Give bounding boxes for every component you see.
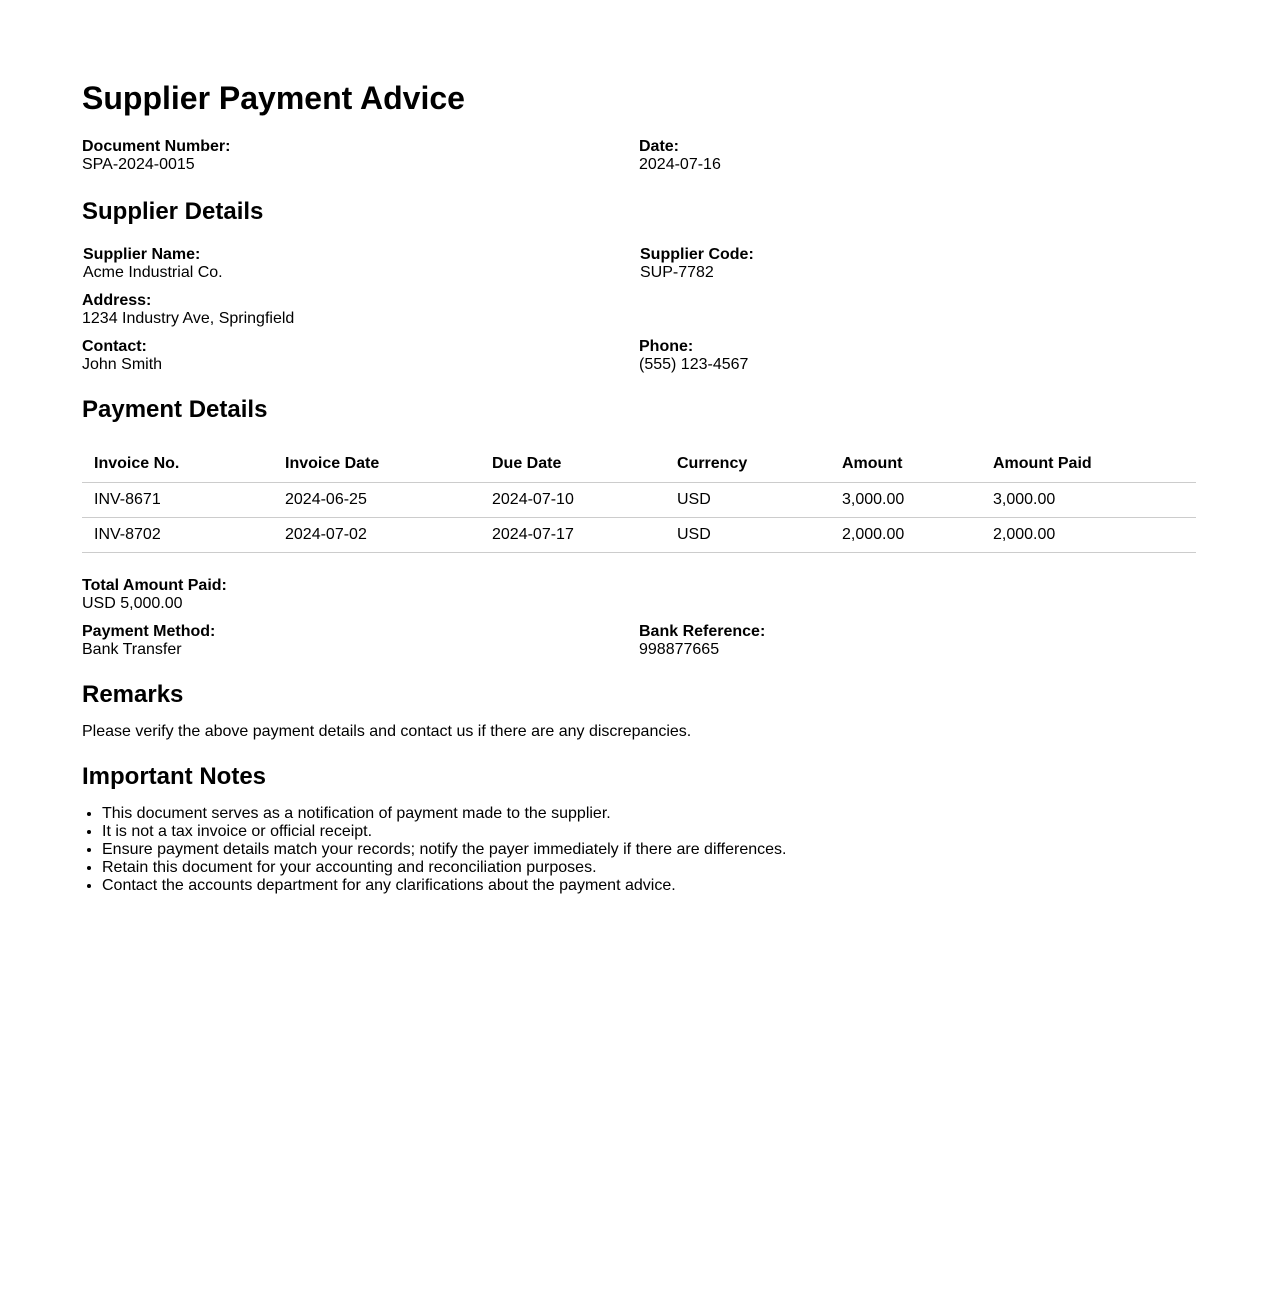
supplier-details-heading: Supplier Details: [82, 198, 264, 225]
payment-method-row: [82, 623, 1196, 659]
document-date-block: [639, 138, 1196, 174]
amount-cell: 3,000.00: [830, 482, 981, 517]
table-row: [82, 517, 1196, 552]
important-notes-heading: Important Notes: [82, 762, 267, 790]
supplier-code-label: Supplier Code:: [640, 246, 754, 263]
due-date-cell: 2024-07-10: [480, 482, 665, 517]
total-amount-block: [82, 577, 1196, 613]
supplier-address-label: Address:: [82, 292, 152, 309]
remarks-heading: Remarks: [82, 680, 184, 708]
supplier-phone-value: (555) 123-4567: [639, 356, 749, 373]
amount-paid-cell: 3,000.00: [981, 482, 1196, 517]
column-header-currency: Currency: [665, 446, 830, 482]
supplier-address-block: [82, 292, 639, 328]
list-item: • Contact the accounts department for any clarifications about the payment advice.: [102, 877, 1196, 895]
bank-reference-block: [639, 623, 1196, 659]
invoice-date-cell: 2024-07-02: [273, 517, 480, 552]
currency-cell: USD: [665, 482, 830, 517]
list-item: • It is not a tax invoice or official receipt.: [102, 823, 1196, 841]
column-header-invoice-date: Invoice Date: [273, 446, 480, 482]
supplier-contact-value: John Smith: [82, 356, 163, 373]
remarks-text: Please verify the above payment details and contact us if there are any discrepancies.: [82, 722, 692, 740]
bank-reference-value: 998877665: [639, 640, 720, 658]
invoice-date-cell: 2024-06-25: [273, 482, 480, 517]
total-amount-label: Total Amount Paid:: [82, 576, 227, 594]
table-row: [82, 482, 1196, 517]
supplier-row-address: [82, 292, 1196, 328]
important-notes-list: [82, 805, 1196, 895]
document-number-label: Document Number:: [82, 138, 231, 155]
page-title: Supplier Payment Advice: [82, 80, 465, 116]
payment-method-value: Bank Transfer: [82, 640, 182, 658]
document-number-block: [82, 138, 639, 174]
amount-cell: 2,000.00: [830, 517, 981, 552]
invoice-no-cell: INV-8702: [82, 517, 273, 552]
supplier-phone-block: [639, 338, 1196, 374]
supplier-row-name-code: [82, 246, 1196, 282]
payment-details-heading: Payment Details: [82, 396, 268, 423]
payment-method-block: [82, 623, 639, 659]
supplier-name-value: Acme Industrial Co.: [83, 264, 223, 281]
list-item: • This document serves as a notification of payment made to the supplier.: [102, 805, 1196, 823]
supplier-row-contact-phone: [82, 338, 1196, 374]
total-amount-value: USD 5,000.00: [82, 594, 183, 612]
document-date-value: 2024-07-16: [639, 156, 721, 173]
document-date-label: Date:: [639, 138, 680, 155]
document-number-value: SPA-2024-0015: [82, 156, 195, 173]
supplier-code-value: SUP-7782: [640, 264, 714, 281]
column-header-amount: Amount: [830, 446, 981, 482]
list-item: • Ensure payment details match your records; notify the payer immediately if there are differences.: [102, 841, 1196, 859]
supplier-phone-label: Phone:: [639, 338, 694, 355]
currency-cell: USD: [665, 517, 830, 552]
supplier-code-block: [639, 246, 1196, 282]
due-date-cell: 2024-07-17: [480, 517, 665, 552]
supplier-contact-label: Contact:: [82, 338, 147, 355]
list-item: • Retain this document for your accounting and reconciliation purposes.: [102, 859, 1196, 877]
supplier-name-block: [82, 246, 639, 282]
document-meta: [82, 138, 1196, 174]
column-header-amount-paid: Amount Paid: [981, 446, 1196, 482]
supplier-address-value: 1234 Industry Ave, Springfield: [82, 310, 295, 327]
payment-method-label: Payment Method:: [82, 622, 216, 640]
column-header-due-date: Due Date: [480, 446, 665, 482]
invoice-table: [82, 446, 1196, 553]
supplier-name-label: Supplier Name:: [83, 246, 201, 263]
amount-paid-cell: 2,000.00: [981, 517, 1196, 552]
invoice-table-header-row: [82, 446, 1196, 482]
supplier-contact-block: [82, 338, 639, 374]
invoice-no-cell: INV-8671: [82, 482, 273, 517]
column-header-invoice-no: Invoice No.: [82, 446, 273, 482]
bank-reference-label: Bank Reference:: [639, 622, 766, 640]
